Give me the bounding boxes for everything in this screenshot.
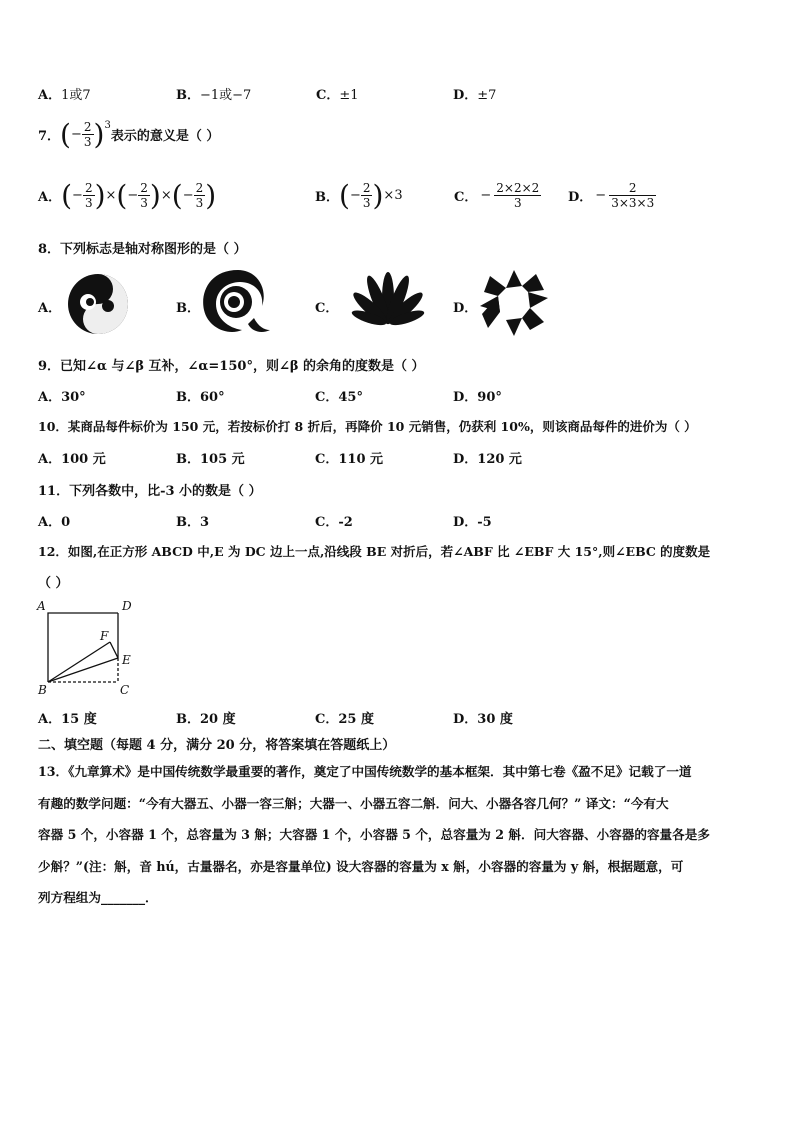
q13-line-1: 13．《九章算术》是中国传统数学最重要的著作，奠定了中国传统数学的基本框架．其中第七卷《盈不足》记载了一道 — [38, 764, 692, 779]
vertex-e-label: E — [122, 653, 131, 667]
q6-option-d: D．±7 — [453, 88, 497, 103]
four-star-logo-icon — [478, 268, 550, 338]
q11-stem: 11．下列各数中，比-3 小的数是（ ） — [38, 484, 262, 499]
q9-stem: 9．已知∠α 与∠β 互补，∠α=150°，则∠β 的余角的度数是（ ） — [38, 359, 425, 374]
q7-option-b: B． ( − $\frac{2}{3}$ ) ×3 — [315, 178, 403, 212]
q8-option-d-label: D． — [453, 301, 478, 316]
q7-stem: 7． ( − $\frac{2}{3}$ ) $^3$ 表示的意义是（ ） — [38, 117, 220, 151]
q8-stem: 8．下列标志是轴对称图形的是（ ） — [38, 242, 247, 257]
swirl-logo-icon — [198, 268, 272, 336]
q11-option-a: A．0 — [38, 515, 71, 530]
q10-stem: 10．某商品每件标价为 150 元，若按标价打 8 折后，再降价 10 元销售，仍获利 10%，则该商品每件的进价为（ ） — [38, 419, 697, 434]
q6-option-b: B．−1或−7 — [176, 88, 252, 103]
q10-option-c: C．110 元 — [315, 452, 384, 467]
q12-stem: 12．如图,在正方形 ABCD 中,E 为 DC 边上一点,沿线段 BE 对折后，若∠ABF 比 ∠EBF 大 15°,则∠EBC 的度数是 — [38, 544, 711, 559]
q9-option-b: B．60° — [176, 390, 225, 405]
q10-option-d: D．120 元 — [453, 452, 522, 467]
q7-option-c: C． − $\frac{2\times 2\times 2}{3}$ — [454, 181, 540, 210]
q13-line-5: 列方程组为_______． — [38, 890, 158, 905]
q6-option-c: C．±1 — [316, 88, 359, 103]
q12-option-a: A．15 度 — [38, 712, 97, 727]
q12-option-c: C．25 度 — [315, 712, 374, 727]
petal-fan-logo-icon — [343, 270, 433, 338]
q13-line-3: 容器 5 个，小容器 1 个，总容量为 3 斛；大容器 1 个，小容器 5 个，总容量为 2 斛．问大容器、小容器的容量各是多 — [38, 827, 710, 842]
taiji-logo-icon — [66, 272, 130, 336]
vertex-f-label: F — [100, 629, 109, 643]
vertex-d-label: D — [122, 599, 132, 613]
q11-option-d: D．-5 — [453, 515, 492, 530]
vertex-c-label: C — [120, 683, 130, 697]
q6-option-a: A．1或7 — [38, 88, 91, 103]
q8-option-c-label: C． — [315, 301, 339, 316]
q11-option-b: B．3 — [176, 515, 210, 530]
q10-option-a: A．100 元 — [38, 452, 106, 467]
q8-option-b-label: B． — [176, 301, 200, 316]
q12-option-b: B．20 度 — [176, 712, 236, 727]
square-fold-diagram — [34, 598, 144, 698]
q9-option-d: D．90° — [453, 390, 502, 405]
q10-option-b: B．105 元 — [176, 452, 245, 467]
q7-option-a: A． ( − $\frac{2}{3}$ ) × ( − $\frac{2}{3}$ ) × ( − $\frac{2}{3}$ ) — [38, 178, 217, 212]
q8-option-a-label: A． — [38, 301, 62, 316]
q9-option-a: A．30° — [38, 390, 86, 405]
q11-option-c: C．-2 — [315, 515, 353, 530]
q9-option-c: C．45° — [315, 390, 363, 405]
q7-option-d: D． − $\frac{2}{3\times 3\times 3}$ — [568, 181, 655, 210]
q12-stem-paren: （ ） — [38, 576, 69, 591]
section-two-heading: 二、填空题（每题 4 分，满分 20 分，将答案填在答题纸上） — [38, 738, 396, 753]
q13-line-4: 少斛？”(注：斛，音 hú，古量器名，亦是容量单位) 设大容器的容量为 x 斛，小容器的容量为 y 斛，根据题意，可 — [38, 859, 684, 874]
q13-line-2: 有趣的数学问题：“今有大器五、小器一容三斛；大器一、小器五容二斛．问大、小器各容几何？” 译文：“今有大 — [38, 796, 669, 811]
q12-option-d: D．30 度 — [453, 712, 513, 727]
vertex-b-label: B — [38, 683, 47, 697]
vertex-a-label: A — [37, 599, 46, 613]
